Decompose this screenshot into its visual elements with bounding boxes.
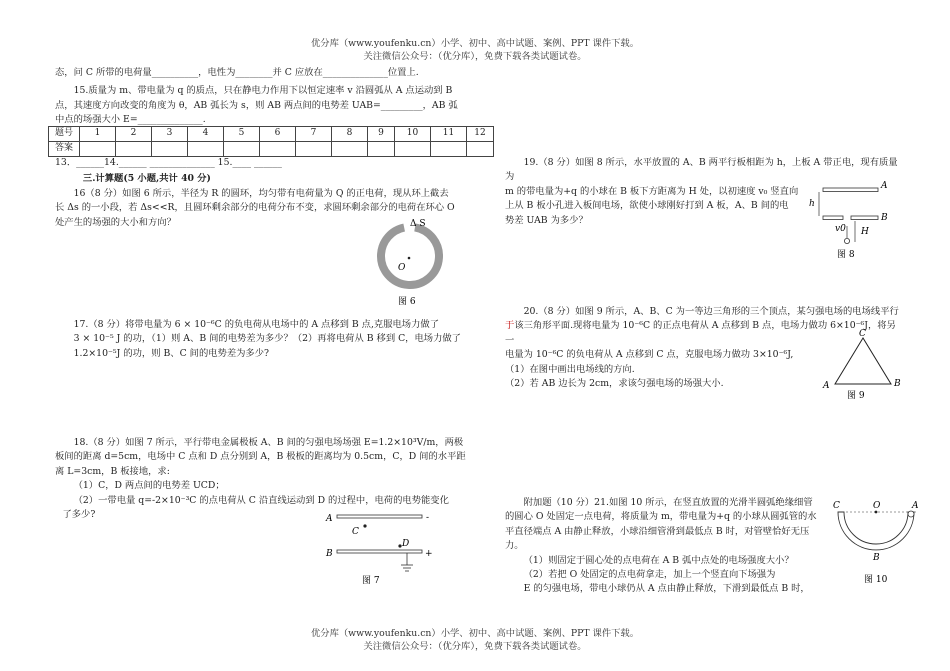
figure-caption: 图 10	[864, 575, 888, 585]
q19-line-2: m 的带电量为+q 的小球在 B 板下方距离为 H 处，以初速度 v₀ 竖直向	[505, 185, 799, 197]
q18-sub-2b: 了多少?	[62, 509, 96, 521]
h-label: h	[809, 199, 815, 209]
plate-a-label: A	[326, 514, 333, 524]
figure-10	[830, 498, 925, 588]
table-cell: 7	[296, 127, 332, 142]
figure-9	[815, 328, 910, 400]
header-line-1: 优分库（www.youfenku.cn）小学、初中、高中试题、案例、PPT 课件下载。	[310, 38, 640, 49]
big-h-label: H	[861, 227, 869, 237]
q20-line-2: 该三角形平面.现将电量为 10⁻⁶C 的正点电荷从 A 点移到 B 点，电场力做功 6×10⁻⁶J，将另一	[505, 320, 896, 346]
q17-block	[55, 318, 475, 361]
center-dot	[408, 257, 411, 260]
tube-shape	[838, 512, 914, 550]
table-cell: 4	[188, 127, 224, 142]
ball	[844, 238, 849, 243]
q21-sub-2a: （2）若把 O 处固定的点电荷拿走，加上一个竖直向下场强为	[523, 569, 776, 581]
answer-cell[interactable]	[188, 141, 224, 156]
q16-line-3: 处产生的场强的大小和方向？	[55, 216, 176, 228]
footer-line-1: 优分库（www.youfenku.cn）小学、初中、高中试题、案例、PPT 课件下载。	[310, 628, 640, 639]
answer-cell[interactable]	[395, 141, 431, 156]
table-cell: 6	[260, 127, 296, 142]
q14-tail: 态，问 C 所带的电荷量__________，电性为________并 C 应放在______________位置上.	[55, 67, 419, 78]
q18-sub-1: （1）C，D 两点间的电势差 UCD；	[73, 480, 225, 492]
page-footer	[0, 628, 950, 653]
point-d-label: D	[402, 539, 410, 549]
answer-table	[48, 126, 494, 157]
q18-line-3: 离 L=3cm，B 板接地，求:	[55, 465, 170, 477]
gap-label: Δ S	[410, 219, 426, 229]
answer-cell[interactable]	[260, 141, 296, 156]
table-cell: 5	[224, 127, 260, 142]
v0-label: v0	[835, 224, 846, 234]
ball	[908, 511, 914, 517]
center-label: O	[398, 263, 406, 273]
plate-b-label: B	[326, 549, 333, 559]
table-cell: 12	[467, 127, 494, 142]
q15-line-1: 15.质量为 m、带电量为 q 的质点，只在静电力作用下以恒定速率 v 沿圆弧从 A 点运动到 B	[73, 85, 453, 97]
header-line-2: 关注微信公众号：（优分库），免费下载各类试题试卷。	[363, 50, 587, 62]
table-cell: 答案	[49, 141, 80, 156]
q21-block	[505, 496, 825, 597]
ring-shape	[379, 225, 441, 287]
q17-line-1: 17.（8 分）将带电量为 6 × 10⁻⁶C 的负电荷从电场中的 A 点移到 B 点,克服电场力做了	[73, 319, 439, 330]
answer-cell[interactable]	[152, 141, 188, 156]
figure-caption: 图 8	[837, 250, 855, 260]
plate-b-sign: +	[425, 549, 433, 559]
q20-sub-1: （1）在图中画出电场线的方向.	[505, 363, 635, 375]
answer-cell[interactable]	[467, 141, 494, 156]
q18-line-2: 板间的距离 d=5cm，电场中 C 点和 D 点分别到 A，B 极板的距离均为 0.5cm，C，D 间的水平距	[55, 451, 466, 463]
table-cell: 9	[368, 127, 395, 142]
q20-line-2-marked: 于	[505, 320, 515, 332]
q19-line-3: 上从 B 板小孔进入板间电场，欲使小球刚好打到 A 板，A、B 间的电	[505, 200, 789, 212]
plate-a	[823, 188, 878, 192]
answer-cell[interactable]	[296, 141, 332, 156]
q15-line-3: 中点的场强大小 E=______________.	[55, 114, 206, 126]
table-cell: 2	[116, 127, 152, 142]
q18-line-1: 18.（8 分）如图 7 所示，平行带电金属极板 A、B 间的匀强电场场强 E=1.2×10³V/m，两极	[73, 437, 464, 448]
table-cell: 题号	[49, 127, 80, 142]
plate-a-label: A	[881, 181, 888, 191]
plate-a-sign: -	[426, 513, 430, 523]
figure-7	[322, 508, 442, 588]
footer-line-2: 关注微信公众号：（优分库），免费下载各类试题试卷。	[363, 640, 587, 652]
q21-sub-1: （1）则固定于圆心处的点电荷在 A B 弧中点处的电场强度大小？	[523, 554, 794, 566]
q21-line-3: 平直径端点 A 由静止释放，小球沿细管滑到最低点 B 时，对管壁恰好无压	[505, 525, 810, 537]
figure-caption: 图 6	[398, 297, 416, 307]
q19-line-4: 势差 UAB 为多少？	[505, 214, 588, 226]
q21-line-2: 的圆心 O 处固定一点电荷，将质量为 m，带电量为+q 的小球从圆弧管的水	[505, 511, 817, 523]
answer-cell[interactable]	[224, 141, 260, 156]
table-cell: 11	[431, 127, 467, 142]
point-o-label: O	[873, 501, 881, 511]
left-column	[55, 66, 475, 128]
answer-cell[interactable]	[116, 141, 152, 156]
q20-line-3: 电量为 10⁻⁶C 的负电荷从 A 点移到 C 点，克服电场力做功 3×10⁻⁶J,	[505, 349, 794, 361]
answer-table-answer-row	[49, 141, 494, 156]
table-cell: 3	[152, 127, 188, 142]
q17-line-2: 3 × 10⁻⁵ J 的功，（1）则 A、B 间的电势差为多少？（2）再将电荷从 B 移到 C，电场力做了	[73, 333, 461, 345]
plate-b	[337, 550, 422, 553]
q16-line-1: 16（8 分）如图 6 所示，半径为 R 的圆环，均匀带有电荷量为 Q 的正电荷，现从环上截去	[73, 187, 449, 199]
table-cell: 10	[395, 127, 431, 142]
plate-b-left	[823, 216, 843, 220]
vertex-b-label: B	[894, 379, 901, 389]
q20-line-1: 20.（8 分）如图 9 所示，A、B、C 为一等边三角形的三个顶点，某匀强电场的电场线平行	[523, 306, 899, 317]
answer-cell[interactable]	[368, 141, 395, 156]
point-c-label: C	[833, 501, 840, 511]
vertex-c-label: C	[859, 329, 866, 339]
figure-6	[370, 218, 450, 308]
q21-sub-2b: E 的匀强电场，带电小球仍从 A 点由静止释放，下滑到最低点 B 时，	[523, 583, 810, 595]
section-3-title: 三.计算题(5 小题,共计 40 分)	[82, 173, 211, 185]
fill-in-line: 13．______14.______ ______________ 15.____ ______	[55, 157, 282, 168]
answer-table-wrap	[48, 126, 494, 157]
center-dot	[875, 511, 878, 514]
table-cell: 1	[80, 127, 116, 142]
plate-b-label: B	[881, 213, 888, 223]
point-d	[398, 544, 401, 547]
q18-sub-2a: （2）一带电量 q=-2×10⁻³C 的点电荷从 C 沿直线运动到 D 的过程中，电荷的电势能变化	[73, 494, 449, 506]
answer-cell[interactable]	[80, 141, 116, 156]
page-header	[0, 38, 950, 63]
point-a-label: A	[912, 501, 919, 511]
point-c	[363, 524, 366, 527]
q15-line-2: 点，其速度方向改变的角度为 θ，AB 弧长为 s，则 AB 两点间的电势差 UAB=_________，AB 弧	[55, 99, 458, 111]
answer-cell[interactable]	[431, 141, 467, 156]
q16-line-2: 长 Δs 的一小段，若 Δs<<R，且圆环剩余部分的电荷分布不变，求圆环剩余部分的电荷在环心 O	[55, 202, 455, 214]
vertex-a-label: A	[823, 381, 830, 391]
answer-table-header-row	[49, 127, 494, 142]
point-c-label: C	[352, 527, 359, 537]
plate-b-right	[851, 216, 878, 220]
figure-caption: 图 7	[362, 576, 380, 586]
q21-line-1: 附加题（10 分）21.如图 10 所示，在竖直放置的光滑半圆弧绝缘细管	[523, 497, 813, 508]
table-cell: 8	[332, 127, 368, 142]
figure-caption: 图 9	[847, 391, 865, 400]
point-b-label: B	[873, 553, 880, 563]
answer-cell[interactable]	[332, 141, 368, 156]
q17-line-3: 1.2×10⁻⁵J 的功，则 B、C 间的电势差为多少?	[73, 347, 270, 359]
triangle	[835, 338, 891, 384]
q19-line-1: 19.（8 分）如图 8 所示，水平放置的 A、B 两平行板相距为 h，上板 A 带正电，现有质量为	[505, 157, 898, 183]
figure-8	[805, 178, 900, 260]
plate-a	[337, 515, 422, 518]
q21-line-4: 力。	[505, 540, 524, 552]
q20-sub-2: （2）若 AB 边长为 2cm，求该匀强电场的场强大小.	[505, 378, 724, 390]
